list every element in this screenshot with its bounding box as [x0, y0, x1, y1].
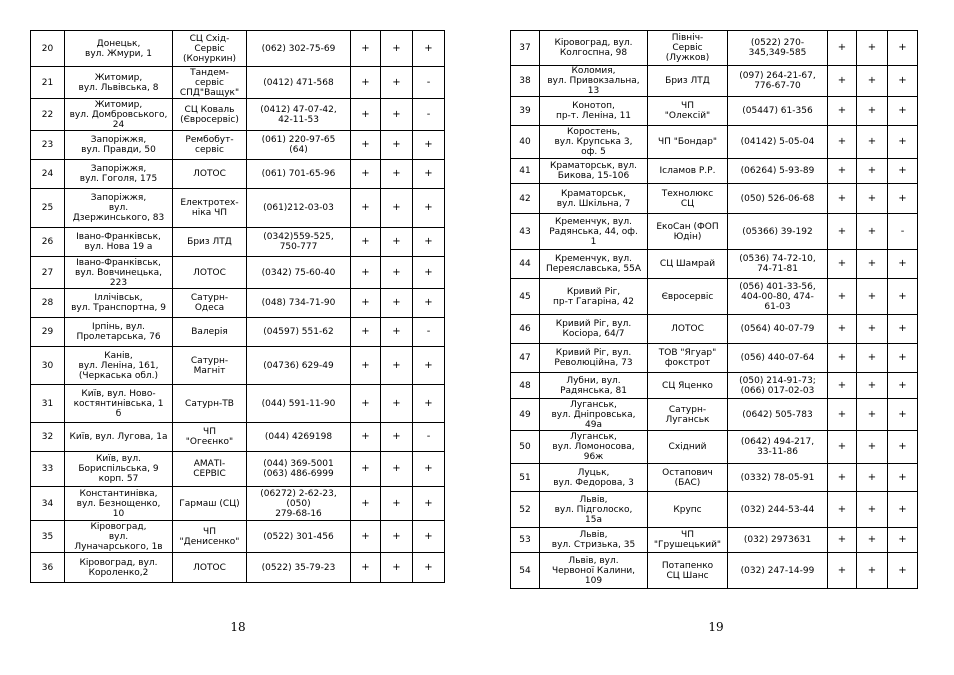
mark-cell: +	[381, 553, 413, 583]
mark-cell: +	[828, 214, 857, 250]
table-row	[511, 184, 918, 214]
table-row	[31, 257, 445, 289]
phone-cell: (044) 4269198	[247, 423, 351, 452]
address-cell: Краматорськ, вул. Бикова, 15-106	[540, 159, 648, 184]
phone-cell: (06272) 2-62-23, (050) 279-68-16	[247, 487, 351, 521]
phone-cell: (0522) 35-79-23	[247, 553, 351, 583]
mark-cell: +	[413, 521, 445, 553]
service-center-cell: СЦ Коваль (Євросервіс)	[173, 99, 247, 131]
mark-cell: +	[351, 452, 381, 487]
address-cell: Луганськ, вул. Ломоносова, 96ж	[540, 431, 648, 464]
phone-cell: (044) 369-5001 (063) 486-6999	[247, 452, 351, 487]
mark-cell: +	[828, 399, 857, 431]
row-number: 39	[511, 97, 540, 126]
address-cell: Кіровоград, вул. Короленко,2	[65, 553, 173, 583]
service-center-cell: ЛОТОС	[648, 315, 728, 344]
mark-cell: +	[888, 31, 918, 66]
mark-cell: -	[413, 423, 445, 452]
mark-cell: +	[351, 189, 381, 228]
mark-cell: +	[351, 385, 381, 423]
mark-cell: +	[828, 528, 857, 553]
phone-cell: (05447) 61-356	[728, 97, 828, 126]
mark-cell: +	[413, 452, 445, 487]
row-number: 52	[511, 492, 540, 528]
address-cell: Кривий Ріг, вул. Революційна, 73	[540, 344, 648, 373]
row-number: 45	[511, 279, 540, 315]
table-row	[511, 250, 918, 279]
service-center-cell: Електротех- ніка ЧП	[173, 189, 247, 228]
address-cell: Коломия, вул. Привокзальна, 13	[540, 66, 648, 97]
row-number: 21	[31, 67, 65, 99]
mark-cell: +	[857, 126, 888, 159]
row-number: 47	[511, 344, 540, 373]
table-row	[511, 431, 918, 464]
mark-cell: +	[888, 126, 918, 159]
table-row	[511, 528, 918, 553]
mark-cell: +	[413, 385, 445, 423]
mark-cell: +	[857, 431, 888, 464]
mark-cell: +	[857, 528, 888, 553]
phone-cell: (0332) 78-05-91	[728, 464, 828, 492]
mark-cell: +	[888, 315, 918, 344]
mark-cell: +	[888, 66, 918, 97]
row-number: 32	[31, 423, 65, 452]
mark-cell: +	[828, 344, 857, 373]
mark-cell: +	[857, 66, 888, 97]
address-cell: Луцьк, вул. Федорова, 3	[540, 464, 648, 492]
mark-cell: +	[413, 31, 445, 67]
mark-cell: +	[413, 553, 445, 583]
mark-cell: +	[381, 487, 413, 521]
address-cell: Львів, вул. Підголоско, 15а	[540, 492, 648, 528]
row-number: 49	[511, 399, 540, 431]
table-row	[511, 464, 918, 492]
phone-cell: (061)212-03-03	[247, 189, 351, 228]
phone-cell: (0412) 47-07-42, 42-11-53	[247, 99, 351, 131]
row-number: 46	[511, 315, 540, 344]
address-cell: Запоріжжя, вул. Дзержинського, 83	[65, 189, 173, 228]
mark-cell: +	[381, 318, 413, 347]
row-number: 26	[31, 228, 65, 257]
row-number: 48	[511, 373, 540, 399]
row-number: 43	[511, 214, 540, 250]
service-center-cell: ЧП "Огеєнко"	[173, 423, 247, 452]
service-centers-table-right	[510, 30, 918, 589]
row-number: 51	[511, 464, 540, 492]
phone-cell: (048) 734-71-90	[247, 289, 351, 318]
table-row	[511, 492, 918, 528]
mark-cell: +	[857, 184, 888, 214]
phone-cell: (04597) 551-62	[247, 318, 351, 347]
mark-cell: +	[381, 347, 413, 385]
mark-cell: +	[351, 289, 381, 318]
phone-cell: (0522) 301-456	[247, 521, 351, 553]
service-center-cell: Гармаш (СЦ)	[173, 487, 247, 521]
table-row	[31, 228, 445, 257]
table-row	[31, 423, 445, 452]
phone-cell: (04736) 629-49	[247, 347, 351, 385]
phone-cell: (0412) 471-568	[247, 67, 351, 99]
phone-cell: (044) 591-11-90	[247, 385, 351, 423]
mark-cell: +	[828, 431, 857, 464]
left-page	[30, 30, 444, 583]
row-number: 42	[511, 184, 540, 214]
table-row	[31, 385, 445, 423]
table-row	[511, 399, 918, 431]
service-center-cell: ЧП "Бондар"	[648, 126, 728, 159]
mark-cell: +	[828, 553, 857, 589]
mark-cell: +	[888, 553, 918, 589]
service-center-cell: ЧП "Грушецький"	[648, 528, 728, 553]
mark-cell: +	[857, 250, 888, 279]
mark-cell: +	[828, 159, 857, 184]
row-number: 38	[511, 66, 540, 97]
mark-cell: +	[828, 464, 857, 492]
mark-cell: +	[413, 131, 445, 160]
mark-cell: +	[351, 160, 381, 189]
table-row	[511, 553, 918, 589]
mark-cell: +	[381, 521, 413, 553]
mark-cell: +	[888, 464, 918, 492]
phone-cell: (056) 440-07-64	[728, 344, 828, 373]
service-center-cell: ЛОТОС	[173, 257, 247, 289]
mark-cell: +	[381, 67, 413, 99]
phone-cell: (06264) 5-93-89	[728, 159, 828, 184]
address-cell: Лубни, вул. Радянська, 81	[540, 373, 648, 399]
table-row	[31, 31, 445, 67]
mark-cell: -	[413, 67, 445, 99]
phone-cell: (0642) 494-217, 33-11-86	[728, 431, 828, 464]
mark-cell: +	[381, 99, 413, 131]
mark-cell: +	[351, 423, 381, 452]
mark-cell: +	[857, 553, 888, 589]
address-cell: Івано-Франківськ, вул. Нова 19 а	[65, 228, 173, 257]
mark-cell: +	[828, 315, 857, 344]
service-center-cell: ЧП "Денисенко"	[173, 521, 247, 553]
mark-cell: +	[351, 99, 381, 131]
table-row	[31, 67, 445, 99]
address-cell: Івано-Франківськ, вул. Вовчинецька, 223	[65, 257, 173, 289]
mark-cell: +	[828, 279, 857, 315]
address-cell: Канів, вул. Леніна, 161, (Черкаська обл.)	[65, 347, 173, 385]
service-center-cell: Східний	[648, 431, 728, 464]
mark-cell: +	[888, 184, 918, 214]
mark-cell: +	[888, 373, 918, 399]
service-center-cell: Сатурн- Одеса	[173, 289, 247, 318]
table-row	[31, 318, 445, 347]
mark-cell: +	[888, 344, 918, 373]
service-center-cell: АМАТІ- СЕРВІС	[173, 452, 247, 487]
service-center-cell: СЦ Шамрай	[648, 250, 728, 279]
mark-cell: +	[857, 492, 888, 528]
mark-cell: +	[413, 347, 445, 385]
table-row	[31, 99, 445, 131]
address-cell: Житомир, вул. Домбровського, 24	[65, 99, 173, 131]
service-center-cell: Рембобут- сервіс	[173, 131, 247, 160]
mark-cell: +	[381, 160, 413, 189]
table-row	[31, 131, 445, 160]
table-row	[511, 66, 918, 97]
phone-cell: (0342) 75-60-40	[247, 257, 351, 289]
address-cell: Ірпінь, вул. Пролетарська, 76	[65, 318, 173, 347]
mark-cell: +	[888, 250, 918, 279]
row-number: 20	[31, 31, 65, 67]
service-center-cell: ЛОТОС	[173, 160, 247, 189]
phone-cell: (097) 264-21-67, 776-67-70	[728, 66, 828, 97]
phone-cell: (0642) 505-783	[728, 399, 828, 431]
table-row	[511, 344, 918, 373]
address-cell: Київ, вул. Ново- костянтинівська, 1 б	[65, 385, 173, 423]
mark-cell: -	[413, 318, 445, 347]
row-number: 22	[31, 99, 65, 131]
mark-cell: +	[888, 431, 918, 464]
row-number: 35	[31, 521, 65, 553]
phone-cell: (0522) 270- 345,349-585	[728, 31, 828, 66]
mark-cell: +	[351, 131, 381, 160]
address-cell: Конотоп, пр-т. Леніна, 11	[540, 97, 648, 126]
mark-cell: +	[413, 257, 445, 289]
phone-cell: (050) 214-91-73; (066) 017-02-03	[728, 373, 828, 399]
mark-cell: +	[828, 250, 857, 279]
row-number: 50	[511, 431, 540, 464]
service-center-cell: СЦ Яценко	[648, 373, 728, 399]
address-cell: Запоріжжя, вул. Гоголя, 175	[65, 160, 173, 189]
mark-cell: +	[351, 553, 381, 583]
mark-cell: +	[351, 318, 381, 347]
service-center-cell: ЧП "Олексій"	[648, 97, 728, 126]
mark-cell: +	[351, 67, 381, 99]
mark-cell: +	[381, 423, 413, 452]
address-cell: Львів, вул. Стризька, 35	[540, 528, 648, 553]
mark-cell: +	[351, 487, 381, 521]
mark-cell: +	[351, 228, 381, 257]
service-center-cell: Сатурн- Луганськ	[648, 399, 728, 431]
address-cell: Коростень, вул. Крупська 3, оф. 5	[540, 126, 648, 159]
mark-cell: +	[351, 31, 381, 67]
row-number: 54	[511, 553, 540, 589]
mark-cell: +	[828, 126, 857, 159]
page-number-left: 18	[230, 620, 246, 634]
phone-cell: (05366) 39-192	[728, 214, 828, 250]
mark-cell: +	[857, 373, 888, 399]
row-number: 24	[31, 160, 65, 189]
mark-cell: +	[828, 184, 857, 214]
mark-cell: +	[857, 399, 888, 431]
row-number: 34	[31, 487, 65, 521]
service-center-cell: Ісламов Р.Р.	[648, 159, 728, 184]
mark-cell: +	[888, 97, 918, 126]
service-center-cell: Потапенко СЦ Шанс	[648, 553, 728, 589]
table-row	[31, 487, 445, 521]
row-number: 33	[31, 452, 65, 487]
phone-cell: (050) 526-06-68	[728, 184, 828, 214]
address-cell: Краматорськ, вул. Шкільна, 7	[540, 184, 648, 214]
address-cell: Кіровоград, вул. Луначарського, 1в	[65, 521, 173, 553]
row-number: 28	[31, 289, 65, 318]
row-number: 41	[511, 159, 540, 184]
row-number: 23	[31, 131, 65, 160]
mark-cell: +	[828, 492, 857, 528]
page-number-right: 19	[708, 620, 724, 634]
row-number: 30	[31, 347, 65, 385]
service-center-cell: ЛОТОС	[173, 553, 247, 583]
table-row	[31, 189, 445, 228]
table-row	[511, 31, 918, 66]
mark-cell: +	[413, 160, 445, 189]
address-cell: Кіровоград, вул. Колгоспна, 98	[540, 31, 648, 66]
service-center-cell: Північ- Сервіс (Лужков)	[648, 31, 728, 66]
service-center-cell: Сатурн- Магніт	[173, 347, 247, 385]
row-number: 36	[31, 553, 65, 583]
phone-cell: (032) 2973631	[728, 528, 828, 553]
address-cell: Запоріжжя, вул. Правди, 50	[65, 131, 173, 160]
table-row	[511, 214, 918, 250]
phone-cell: (0564) 40-07-79	[728, 315, 828, 344]
mark-cell: +	[381, 385, 413, 423]
mark-cell: +	[828, 66, 857, 97]
table-row	[31, 452, 445, 487]
phone-cell: (061) 701-65-96	[247, 160, 351, 189]
mark-cell: +	[381, 228, 413, 257]
mark-cell: +	[351, 521, 381, 553]
address-cell: Житомир, вул. Львівська, 8	[65, 67, 173, 99]
phone-cell: (062) 302-75-69	[247, 31, 351, 67]
table-row	[511, 315, 918, 344]
address-cell: Константинівка, вул. Безнощенко, 10	[65, 487, 173, 521]
address-cell: Львів, вул. Червоної Калини, 109	[540, 553, 648, 589]
mark-cell: +	[857, 279, 888, 315]
row-number: 53	[511, 528, 540, 553]
mark-cell: +	[857, 214, 888, 250]
phone-cell: (056) 401-33-56, 404-00-80, 474- 61-03	[728, 279, 828, 315]
table-row	[511, 97, 918, 126]
service-center-cell: Сатурн-ТВ	[173, 385, 247, 423]
mark-cell: +	[857, 464, 888, 492]
mark-cell: +	[857, 344, 888, 373]
service-center-cell: ТОВ "Ягуар" фокстрот	[648, 344, 728, 373]
mark-cell: +	[857, 159, 888, 184]
mark-cell: +	[351, 347, 381, 385]
phone-cell: (0342)559-525, 750-777	[247, 228, 351, 257]
phone-cell: (061) 220-97-65 (64)	[247, 131, 351, 160]
mark-cell: +	[381, 289, 413, 318]
mark-cell: +	[413, 189, 445, 228]
service-center-cell: Євросервіс	[648, 279, 728, 315]
service-center-cell: Остапович (БАС)	[648, 464, 728, 492]
service-center-cell: Тандем- сервіс СПД"Ващук"	[173, 67, 247, 99]
address-cell: Київ, вул. Бориспільська, 9 корп. 57	[65, 452, 173, 487]
mark-cell: +	[857, 31, 888, 66]
phone-cell: (032) 247-14-99	[728, 553, 828, 589]
address-cell: Кременчук, вул. Радянська, 44, оф. 1	[540, 214, 648, 250]
mark-cell: +	[828, 97, 857, 126]
table-row	[511, 159, 918, 184]
service-center-cell: Технолюкс СЦ	[648, 184, 728, 214]
row-number: 31	[31, 385, 65, 423]
mark-cell: +	[381, 189, 413, 228]
mark-cell: +	[381, 31, 413, 67]
table-row	[31, 553, 445, 583]
service-center-cell: ЕкоСан (ФОП Юдін)	[648, 214, 728, 250]
address-cell: Іллічівськ, вул. Транспортна, 9	[65, 289, 173, 318]
service-center-cell: Бриз ЛТД	[648, 66, 728, 97]
mark-cell: +	[888, 159, 918, 184]
mark-cell: +	[888, 399, 918, 431]
table-row	[511, 279, 918, 315]
table-row	[31, 289, 445, 318]
mark-cell: +	[381, 257, 413, 289]
table-row	[31, 160, 445, 189]
service-center-cell: Бриз ЛТД	[173, 228, 247, 257]
right-page	[510, 30, 917, 589]
address-cell: Донецьк, вул. Жмури, 1	[65, 31, 173, 67]
address-cell: Луганськ, вул. Дніпровська, 49а	[540, 399, 648, 431]
table-row	[31, 521, 445, 553]
service-center-cell: Валерія	[173, 318, 247, 347]
address-cell: Київ, вул. Лугова, 1а	[65, 423, 173, 452]
row-number: 44	[511, 250, 540, 279]
row-number: 37	[511, 31, 540, 66]
mark-cell: +	[828, 373, 857, 399]
mark-cell: +	[413, 228, 445, 257]
mark-cell: +	[888, 279, 918, 315]
address-cell: Кривий Ріг, вул. Косіора, 64/7	[540, 315, 648, 344]
table-row	[511, 373, 918, 399]
mark-cell: +	[413, 289, 445, 318]
mark-cell: +	[828, 31, 857, 66]
service-centers-table-left	[30, 30, 445, 583]
row-number: 27	[31, 257, 65, 289]
mark-cell: +	[351, 257, 381, 289]
mark-cell: -	[888, 214, 918, 250]
table-row	[511, 126, 918, 159]
mark-cell: +	[857, 315, 888, 344]
address-cell: Кременчук, вул. Переяславська, 55А	[540, 250, 648, 279]
mark-cell: +	[381, 452, 413, 487]
service-center-cell: Крупс	[648, 492, 728, 528]
mark-cell: +	[381, 131, 413, 160]
row-number: 25	[31, 189, 65, 228]
mark-cell: +	[888, 528, 918, 553]
mark-cell: -	[413, 99, 445, 131]
address-cell: Кривий Ріг, пр-т Гагаріна, 42	[540, 279, 648, 315]
mark-cell: +	[413, 487, 445, 521]
service-center-cell: СЦ Схід- Сервіс (Конуркин)	[173, 31, 247, 67]
phone-cell: (04142) 5-05-04	[728, 126, 828, 159]
row-number: 40	[511, 126, 540, 159]
mark-cell: +	[857, 97, 888, 126]
phone-cell: (0536) 74-72-10, 74-71-81	[728, 250, 828, 279]
row-number: 29	[31, 318, 65, 347]
mark-cell: +	[888, 492, 918, 528]
phone-cell: (032) 244-53-44	[728, 492, 828, 528]
table-row	[31, 347, 445, 385]
